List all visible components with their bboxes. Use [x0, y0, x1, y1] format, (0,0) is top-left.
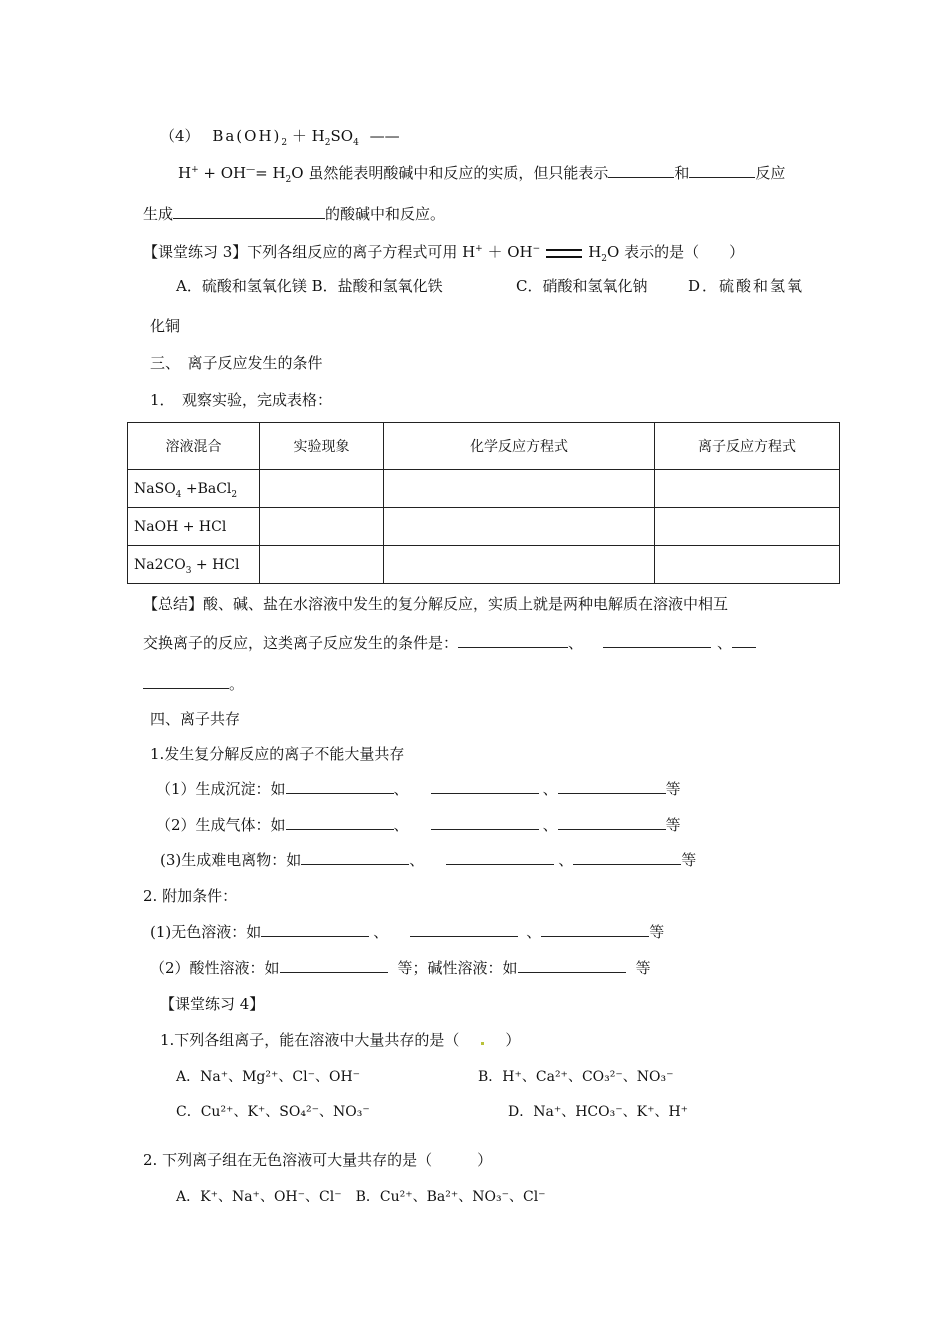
sup: —: [246, 165, 256, 175]
blank[interactable]: [458, 633, 568, 648]
table-header-row: [128, 423, 840, 470]
blank[interactable]: [410, 922, 518, 937]
sub: 2: [601, 254, 608, 264]
exercise-3-option-d-wrap: 化铜: [150, 317, 181, 335]
text: 、: [542, 780, 558, 798]
text: + OH: [198, 164, 247, 182]
condition-gas: [156, 815, 681, 835]
summary-line-3: [143, 674, 244, 694]
table-cell-blank[interactable]: [655, 508, 840, 546]
text: H: [588, 243, 602, 261]
text: （1）生成沉淀：如: [156, 780, 286, 798]
text: 、: [409, 851, 425, 869]
section-4-item-1: 1.发生复分解反应的离子不能大量共存: [150, 745, 405, 763]
sup: +: [191, 165, 199, 175]
section-4-item-2: 2. 附加条件：: [143, 887, 238, 905]
text: 、: [393, 816, 409, 834]
blank[interactable]: [431, 815, 539, 830]
section-3-heading: 三、 离子反应发生的条件: [150, 354, 323, 372]
text: + HCl: [191, 556, 240, 573]
sub: 3: [185, 565, 192, 576]
blank[interactable]: [608, 163, 674, 178]
equals-arrow: [546, 249, 582, 258]
eq-sub: 2: [324, 138, 331, 148]
blank[interactable]: [573, 850, 681, 865]
blank[interactable]: [143, 674, 229, 689]
table-header-cell: 实验现象: [260, 423, 384, 470]
text: 交换离子的反应，这类离子反应发生的条件是：: [143, 634, 459, 652]
exercise-4-q2: 2. 下列离子组在无色溶液可大量共存的是（ ）: [143, 1151, 493, 1169]
condition-precipitate: [156, 779, 681, 799]
exercise-4-q1: [160, 1030, 520, 1050]
blank[interactable]: [286, 815, 394, 830]
q1-option-a[interactable]: A．Na⁺、Mg²⁺、Cl⁻、OH⁻: [176, 1069, 361, 1085]
text: 、: [542, 816, 558, 834]
blank[interactable]: [689, 163, 755, 178]
q1-option-d[interactable]: D．Na⁺、HCO₃⁻、K⁺、H⁺: [508, 1104, 689, 1120]
text: 、: [393, 780, 409, 798]
table-cell-blank[interactable]: [384, 470, 655, 508]
summary-line-1: 【总结】酸、碱、盐在水溶液中发生的复分解反应，实质上就是两种电解质在溶液中相互: [143, 595, 729, 613]
eq-sub: 2: [281, 138, 288, 148]
exercise-3-option-c[interactable]: C．硝酸和氢氧化钠: [516, 277, 648, 295]
text: 等: [649, 923, 665, 941]
blank[interactable]: [173, 204, 325, 219]
marker-dot: [481, 1042, 484, 1045]
text: 、: [373, 923, 389, 941]
text: 1.下列各组离子，能在溶液中大量共存的是（: [160, 1031, 460, 1049]
table-header-cell: 离子反应方程式: [655, 423, 840, 470]
text: 和: [674, 164, 690, 182]
condition-weak-electrolyte: [160, 850, 696, 870]
text: NaOH + HCl: [134, 518, 227, 535]
summary-line-2: [143, 633, 756, 653]
table-cell-blank[interactable]: [384, 508, 655, 546]
sub: 2: [285, 175, 292, 185]
text: （2）生成气体：如: [156, 816, 286, 834]
section-3-item-1: 1． 观察实验，完成表格：: [150, 391, 333, 409]
blank[interactable]: [431, 779, 539, 794]
text: 等: [665, 816, 681, 834]
blank[interactable]: [558, 779, 666, 794]
text: 、: [568, 634, 584, 652]
blank[interactable]: [541, 922, 649, 937]
table-row: [128, 508, 840, 546]
eq-number: （4）: [160, 127, 200, 145]
q2-options-ab[interactable]: A．K⁺、Na⁺、OH⁻、Cl⁻ B．Cu²⁺、Ba²⁺、NO₃⁻、Cl⁻: [176, 1189, 546, 1205]
table-cell-mix: [128, 470, 260, 508]
blank[interactable]: [732, 633, 756, 648]
sup: −: [532, 244, 541, 254]
text: 、: [717, 634, 733, 652]
table-header-cell: 溶液混合: [128, 423, 260, 470]
table-row: [128, 470, 840, 508]
table-cell-blank[interactable]: [260, 546, 384, 584]
table-cell-blank[interactable]: [260, 508, 384, 546]
sub: 4: [175, 489, 182, 500]
eq-arrow: ——: [369, 127, 400, 145]
table-header-cell: 化学反应方程式: [384, 423, 655, 470]
blank[interactable]: [558, 815, 666, 830]
text: 等: [665, 780, 681, 798]
q1-option-c[interactable]: C．Cu²⁺、K⁺、SO₄²⁻、NO₃⁻: [176, 1104, 370, 1120]
eq-lhs: Ba(OH): [212, 127, 282, 145]
equation-4: [160, 126, 400, 146]
answer-blank[interactable]: [459, 1030, 505, 1050]
blank[interactable]: [518, 958, 626, 973]
exercise-3-stem: [143, 242, 744, 262]
text: H: [178, 164, 192, 182]
text: ＋ OH: [482, 243, 533, 261]
text: +BaCl: [181, 480, 232, 497]
text: NaSO: [134, 480, 176, 497]
blank[interactable]: [280, 958, 388, 973]
text: （2）酸性溶液：如: [150, 959, 280, 977]
table-cell-mix: [128, 508, 260, 546]
text: 反应: [755, 164, 786, 182]
text: 等；碱性溶液：如: [397, 959, 518, 977]
experiment-table: [127, 422, 840, 584]
table-cell-blank[interactable]: [655, 546, 840, 584]
sub: 2: [231, 489, 238, 500]
text: (1)无色溶液：如: [150, 923, 262, 941]
text: O 虽然能表明酸碱中和反应的实质，但只能表示: [291, 164, 609, 182]
text: (3)生成难电离物：如: [160, 851, 302, 869]
blank[interactable]: [603, 633, 711, 648]
section-4-heading: 四、离子共存: [150, 710, 241, 728]
q1-option-b[interactable]: B．H⁺、Ca²⁺、CO₃²⁻、NO₃⁻: [478, 1069, 674, 1085]
text: 的酸碱中和反应。: [325, 205, 446, 223]
eq-plus: ＋ H: [291, 127, 325, 145]
text: 、: [526, 923, 542, 941]
exercise-3-option-d[interactable]: D．硫酸和氢氧: [688, 277, 805, 295]
text: 。: [229, 675, 245, 693]
text: 【课堂练习 3】下列各组反应的离子方程式可用 H: [143, 243, 476, 261]
blank[interactable]: [261, 922, 369, 937]
sup: +: [475, 244, 483, 254]
eq-sub: 4: [353, 138, 359, 148]
additional-acid-base: [150, 958, 651, 978]
text: 等: [681, 851, 697, 869]
table-row: [128, 546, 840, 584]
text: Na2CO: [134, 556, 186, 573]
table-cell-mix: [128, 546, 260, 584]
table-cell-blank[interactable]: [655, 470, 840, 508]
text: 生成: [143, 205, 174, 223]
table-cell-blank[interactable]: [384, 546, 655, 584]
text: = H: [255, 164, 286, 182]
paragraph-h-oh-cont: [143, 204, 445, 224]
text: 等: [635, 959, 651, 977]
blank[interactable]: [301, 850, 409, 865]
text: 、: [558, 851, 574, 869]
text: ）: [505, 1031, 521, 1049]
table-cell-blank[interactable]: [260, 470, 384, 508]
eq-so: SO: [330, 127, 354, 145]
blank[interactable]: [446, 850, 554, 865]
exercise-3-option-ab[interactable]: A．硫酸和氢氧化镁 B．盐酸和氢氧化铁: [176, 277, 443, 295]
exercise-4-heading: 【课堂练习 4】: [160, 995, 265, 1013]
blank[interactable]: [286, 779, 394, 794]
additional-colorless: [150, 922, 664, 942]
text: O 表示的是（ ）: [607, 243, 745, 261]
paragraph-h-oh: [178, 163, 785, 183]
